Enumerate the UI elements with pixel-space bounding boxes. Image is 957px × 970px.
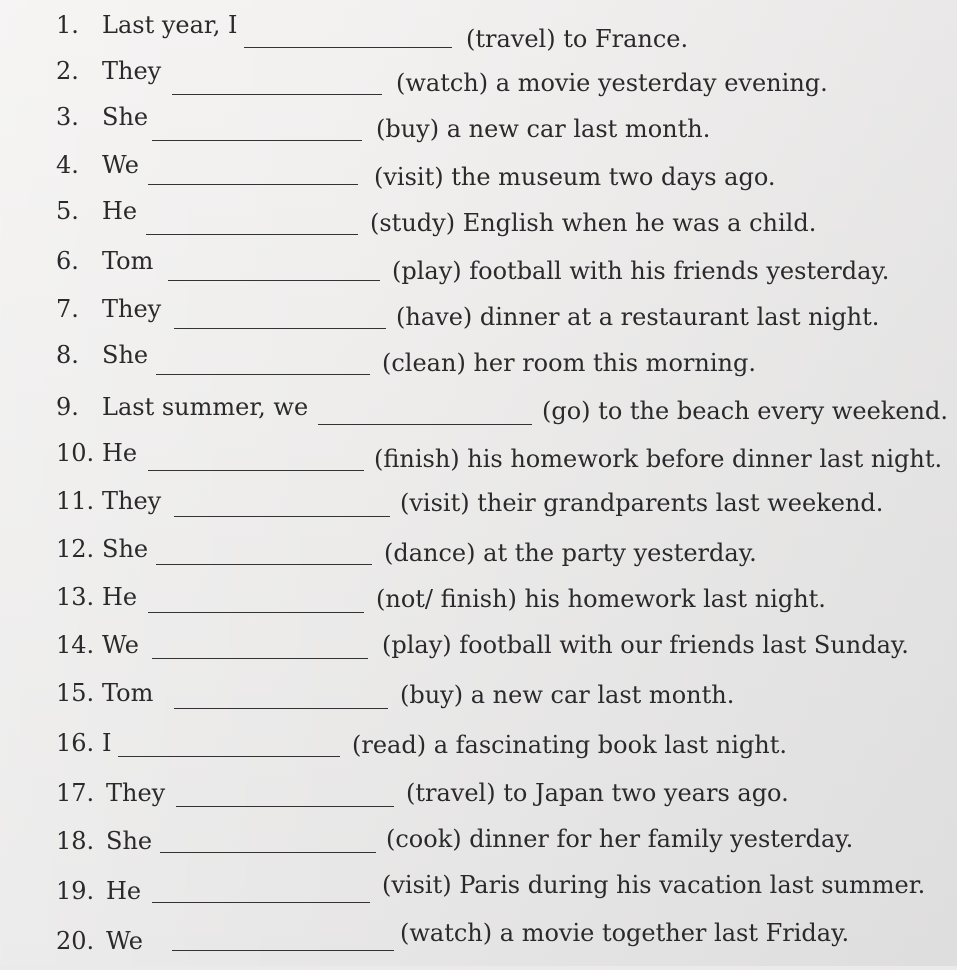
- item-number: 1.: [56, 11, 79, 39]
- exercise-item: [56, 778, 936, 822]
- exercise-item: [56, 196, 936, 240]
- answer-blank[interactable]: [156, 564, 372, 565]
- item-subject: He: [102, 439, 138, 467]
- exercise-item: [56, 630, 936, 674]
- item-subject: She: [102, 535, 149, 563]
- item-subject: We: [102, 151, 139, 179]
- exercise-item: [56, 392, 946, 436]
- exercise-item: [56, 102, 936, 146]
- item-subject: He: [106, 877, 142, 905]
- verb-hint: (play) football with his friends yesterday.: [392, 257, 890, 285]
- item-subject: Last year, I: [102, 11, 238, 39]
- exercise-item: [56, 826, 936, 870]
- exercise-item: [56, 340, 936, 384]
- answer-blank[interactable]: [148, 612, 364, 613]
- verb-hint: (clean) her room this morning.: [382, 349, 756, 377]
- answer-blank[interactable]: [160, 852, 376, 853]
- answer-blank[interactable]: [174, 708, 388, 709]
- exercise-item: [56, 246, 936, 290]
- answer-blank[interactable]: [148, 184, 358, 185]
- answer-blank[interactable]: [174, 516, 390, 517]
- item-number: 3.: [56, 103, 79, 131]
- verb-hint: (watch) a movie yesterday evening.: [396, 69, 828, 97]
- answer-blank[interactable]: [244, 47, 452, 48]
- item-subject: We: [102, 631, 139, 659]
- item-subject: He: [102, 583, 138, 611]
- verb-hint: (visit) Paris during his vacation last summer.: [382, 871, 926, 899]
- item-subject: Tom: [102, 247, 154, 275]
- verb-hint: (buy) a new car last month.: [376, 115, 711, 143]
- verb-hint: (study) English when he was a child.: [370, 209, 817, 237]
- verb-hint: (play) football with our friends last Sunday.: [382, 631, 909, 659]
- answer-blank[interactable]: [174, 328, 386, 329]
- verb-hint: (watch) a movie together last Friday.: [400, 919, 850, 947]
- item-subject: She: [102, 103, 149, 131]
- item-number: 2.: [56, 57, 79, 85]
- answer-blank[interactable]: [118, 756, 340, 757]
- item-number: 15.: [56, 679, 95, 707]
- verb-hint: (finish) his homework before dinner last night.: [374, 445, 943, 473]
- item-subject: I: [102, 729, 112, 757]
- verb-hint: (dance) at the party yesterday.: [384, 539, 757, 567]
- item-number: 20.: [56, 927, 95, 955]
- exercise-item: [56, 582, 936, 626]
- item-number: 10.: [56, 439, 95, 467]
- item-subject: She: [106, 827, 153, 855]
- item-number: 5.: [56, 197, 79, 225]
- answer-blank[interactable]: [152, 658, 368, 659]
- verb-hint: (read) a fascinating book last night.: [352, 731, 788, 759]
- exercise-item: [56, 294, 936, 338]
- exercise-item: [56, 678, 936, 722]
- item-subject: They: [102, 57, 162, 85]
- item-subject: They: [102, 487, 162, 515]
- item-subject: Last summer, we: [102, 393, 309, 421]
- verb-hint: (have) dinner at a restaurant last night.: [396, 303, 880, 331]
- item-subject: They: [106, 779, 166, 807]
- answer-blank[interactable]: [318, 424, 532, 425]
- exercise-item: [56, 150, 936, 194]
- item-subject: She: [102, 341, 149, 369]
- exercise-item: [56, 438, 946, 482]
- answer-blank[interactable]: [152, 140, 362, 141]
- exercise-item: [56, 486, 936, 530]
- verb-hint: (travel) to France.: [466, 25, 689, 53]
- item-number: 4.: [56, 151, 79, 179]
- item-number: 11.: [56, 487, 95, 515]
- exercise-item: [56, 56, 936, 100]
- item-number: 16.: [56, 729, 95, 757]
- answer-blank[interactable]: [156, 374, 370, 375]
- answer-blank[interactable]: [172, 94, 382, 95]
- answer-blank[interactable]: [152, 902, 370, 903]
- item-subject: Tom: [102, 679, 154, 707]
- item-subject: We: [106, 927, 143, 955]
- item-number: 13.: [56, 583, 95, 611]
- exercise-item: [56, 534, 936, 578]
- answer-blank[interactable]: [168, 280, 380, 281]
- item-number: 6.: [56, 247, 79, 275]
- answer-blank[interactable]: [176, 806, 394, 807]
- verb-hint: (not/ finish) his homework last night.: [376, 585, 826, 613]
- exercise-item: [56, 871, 936, 920]
- exercise-item: [56, 10, 936, 54]
- item-number: 8.: [56, 341, 79, 369]
- item-subject: He: [102, 197, 138, 225]
- answer-blank[interactable]: [172, 950, 394, 951]
- verb-hint: (visit) the museum two days ago.: [374, 163, 776, 191]
- answer-blank[interactable]: [146, 234, 358, 235]
- item-number: 9.: [56, 393, 79, 421]
- answer-blank[interactable]: [148, 470, 364, 471]
- verb-hint: (visit) their grandparents last weekend.: [400, 489, 884, 517]
- item-subject: They: [102, 295, 162, 323]
- item-number: 17.: [56, 779, 95, 807]
- exercise-item: [56, 728, 936, 772]
- item-number: 7.: [56, 295, 79, 323]
- item-number: 12.: [56, 535, 95, 563]
- verb-hint: (travel) to Japan two years ago.: [406, 779, 789, 807]
- item-number: 18.: [56, 827, 95, 855]
- verb-hint: (cook) dinner for her family yesterday.: [386, 825, 854, 853]
- item-number: 14.: [56, 631, 95, 659]
- verb-hint: (go) to the beach every weekend.: [542, 397, 948, 425]
- item-number: 19.: [56, 877, 95, 905]
- exercise-item: [56, 919, 936, 970]
- verb-hint: (buy) a new car last month.: [400, 681, 735, 709]
